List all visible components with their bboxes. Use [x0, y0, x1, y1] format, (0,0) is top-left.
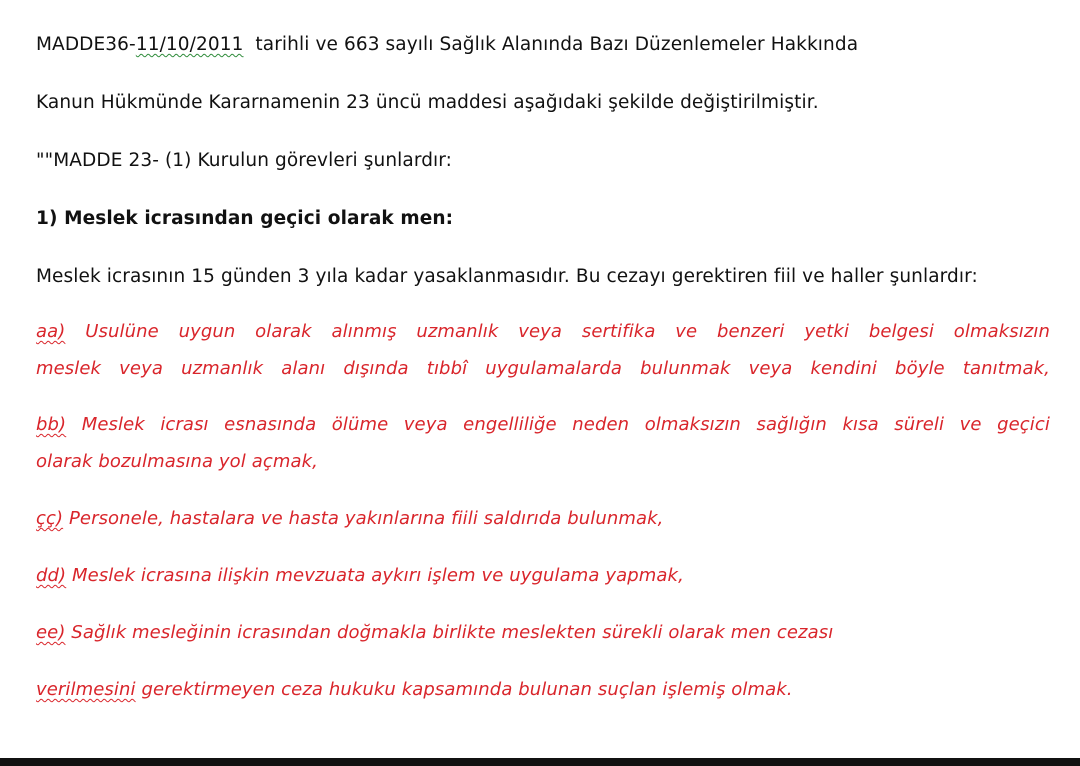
item-dd-line-1: [36, 565, 1050, 586]
item-dd-marker: dd): [36, 565, 67, 586]
bottom-border: [0, 758, 1080, 766]
section-intro: Meslek icrasının 15 günden 3 yıla kadar yasaklanmasıdır. Bu cezayı gerektiren fiil ve haller şunlardır:: [36, 266, 978, 287]
section-heading: 1) Meslek icrasından geçici olarak men:: [36, 208, 454, 229]
item-ee-line-2: [36, 679, 1050, 700]
item-bb-text-1: Meslek icrası esnasında ölüme veya engelliliğe neden olmaksızın sağlığın kısa süreli ve geçici: [66, 414, 1050, 435]
item-ee-text-1: Sağlık mesleğinin icrasından doğmakla birlikte meslekten sürekli olarak men cezası: [65, 622, 834, 643]
article-line-3: ""MADDE 23- (1) Kurulun görevleri şunlardır:: [36, 150, 452, 171]
item-ee-line-1: [36, 622, 1050, 643]
item-aa-line-1: [36, 321, 1050, 342]
item-ee-text-2: gerektirmeyen ceza hukuku kapsamında bulunan suçlan işlemiş olmak.: [135, 679, 793, 700]
item-bb-marker: bb): [36, 414, 67, 435]
item-cc-line-1: [36, 508, 1050, 529]
item-bb-line-1: [36, 414, 1050, 435]
article-prefix: MADDE36-: [36, 34, 136, 55]
article-line-1-rest: tarihli ve 663 sayılı Sağlık Alanında Bazı Düzenlemeler Hakkında: [243, 34, 859, 55]
item-cc-marker: çç): [36, 508, 64, 529]
item-ee-marker: ee): [36, 622, 66, 643]
item-aa-line-2: meslek veya uzmanlık alanı dışında tıbbî uygulamalarda bulunmak veya kendini böyle tanıtmak,: [36, 358, 1050, 379]
item-ee-last-word: verilmesini: [36, 679, 136, 700]
article-date: 11/10/2011: [135, 34, 244, 55]
item-aa-marker: aa): [36, 321, 66, 342]
item-dd-text-1: Meslek icrasına ilişkin mevzuata aykırı işlem ve uygulama yapmak,: [66, 565, 684, 586]
item-cc-text-1: Personele, hastalara ve hasta yakınlarına fiili saldırıda bulunmak,: [63, 508, 664, 529]
item-bb-line-2: olarak bozulmasına yol açmak,: [36, 451, 318, 472]
article-line-2: Kanun Hükmünde Kararnamenin 23 üncü maddesi aşağıdaki şekilde değiştirilmiştir.: [36, 92, 819, 113]
item-aa-text-1: Usulüne uygun olarak alınmış uzmanlık veya sertifika ve benzeri yetki belgesi olmaksızın: [65, 321, 1050, 342]
article-line-1: [36, 34, 1050, 55]
